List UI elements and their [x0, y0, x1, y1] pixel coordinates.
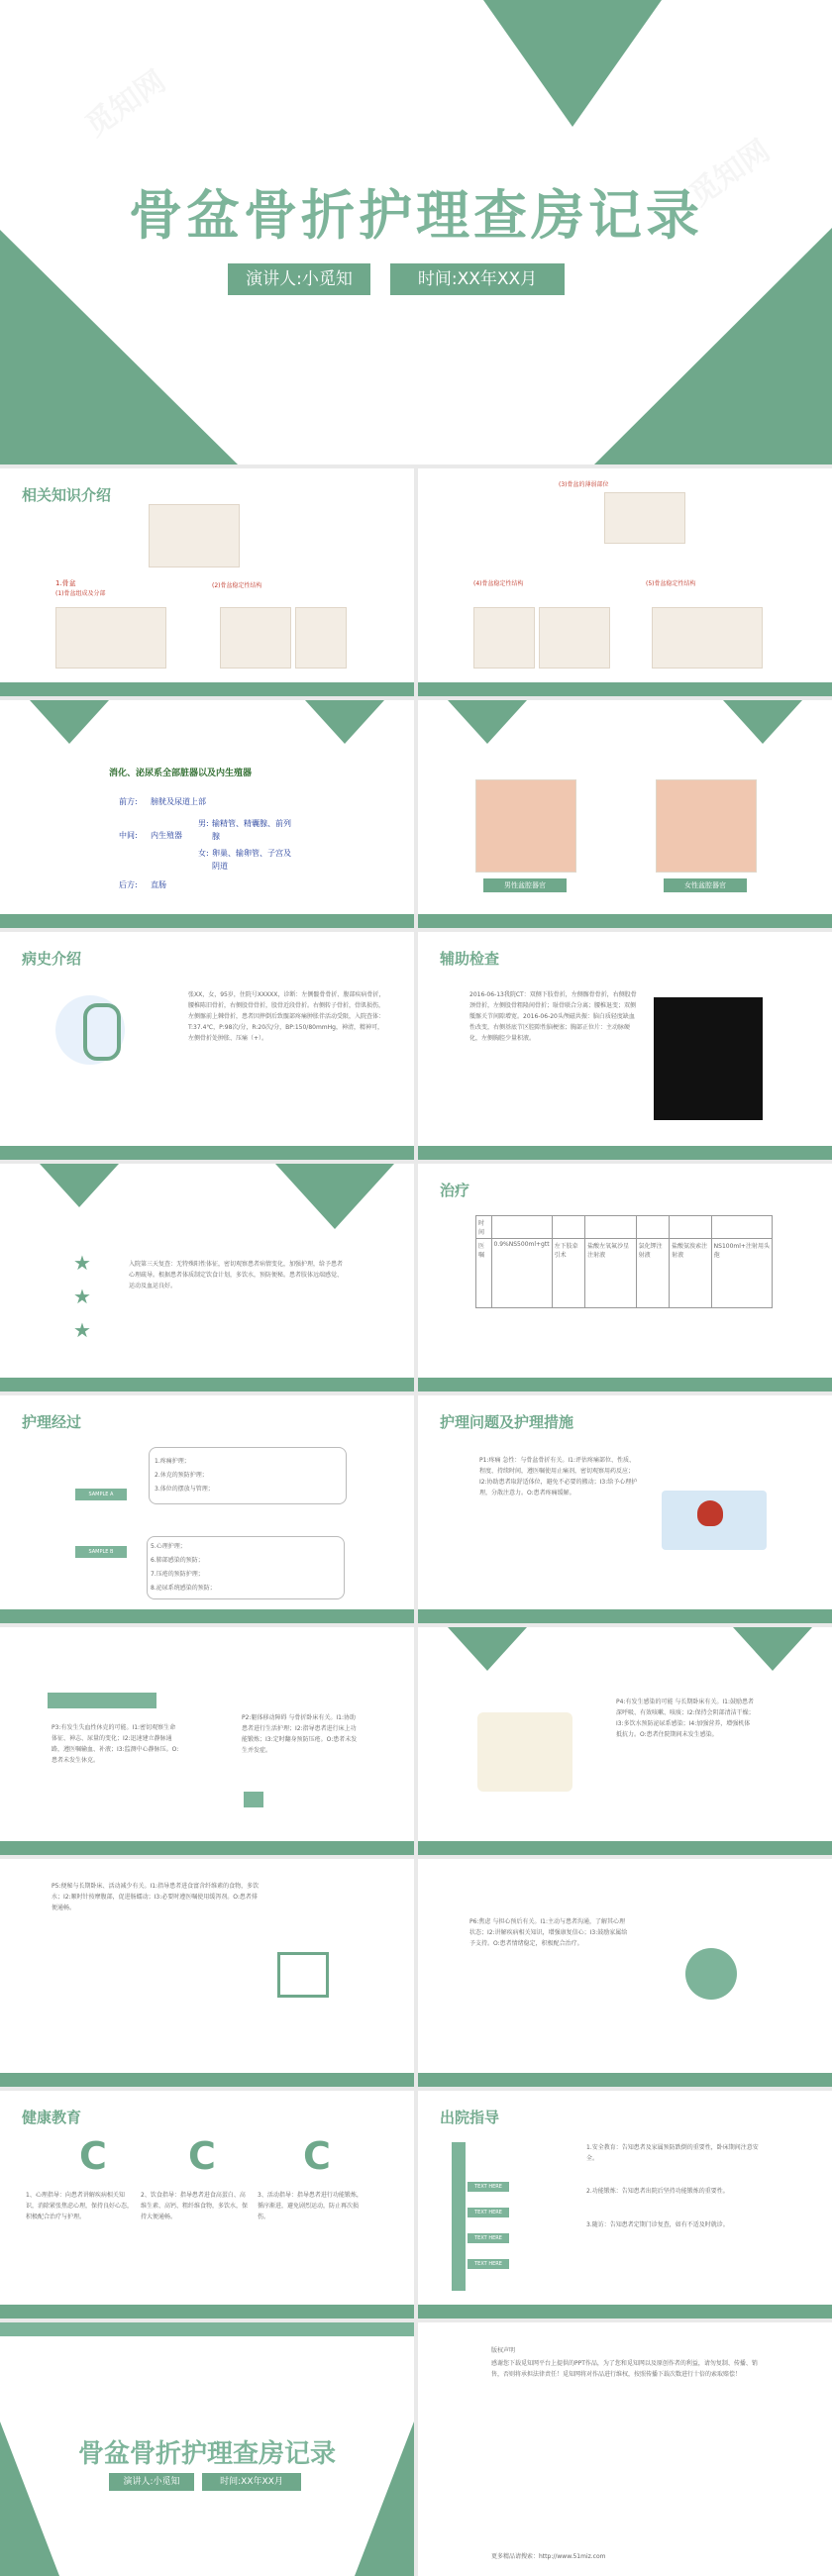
bottom-bar: [418, 1841, 832, 1855]
exam-text: 2016-06-13我院CT：双侧下肢骨折，左侧髂骨骨折，右侧股骨颈骨折，左侧股骨粗隆间骨折；耻骨联合分离；腰椎退变；双侧骶髂关节间隙增宽。2016-06-20头颅磁共振：脑白质轻度缺血性改变，右侧基底节区腔隙性脑梗塞；胸部正位片：主动脉硬化，左侧胸腔少量积液。: [469, 991, 637, 1042]
nursing-text: P2:躯体移动障碍 与骨折卧床有关。I1:协助患者进行生活护理；I2:指导患者进行床上功能锻炼；I3:定时翻身预防压疮。O:患者未发生并发症。: [242, 1714, 358, 1754]
bottom-bar: [418, 914, 832, 928]
time-pill: 时间:XX年XX月: [202, 2473, 301, 2491]
list-item: 7.压疮的预防护理；: [151, 1571, 204, 1578]
label: 膀胱及尿道上部: [151, 797, 206, 806]
history-slide: [0, 932, 414, 1160]
bottom-bar: [418, 1609, 832, 1623]
list-item: 2.休克的预防护理；: [155, 1472, 208, 1479]
table-cell: 时间: [476, 1216, 492, 1239]
table-cell: [491, 1216, 552, 1239]
label: 直肠: [151, 880, 166, 889]
right-triangle: [594, 228, 832, 464]
triangle: [40, 1164, 119, 1207]
history-text: 张XX，女，95岁，住院号XXXXX，诊断：左侧髋骨骨折、腹部疾病骨折，腰椎陈旧骨折，右侧股骨骨折，股骨近段骨折。右侧转子骨折，骨肌损伤，左侧髂前上棘骨折，患者因摔倒后致髋部疼痛肿胀伴活动受限，入院查体：T:37.4℃，P:98次/分，R:20次/分，BP:150/80mmHg，神清，精神可，左侧骨折处肿胀、压痛（+）。: [188, 991, 385, 1042]
section-heading: 出院指导: [440, 2109, 500, 2126]
nursing-slide-6: [418, 1859, 832, 2087]
label: (2)骨盆稳定性结构: [212, 582, 262, 589]
top-triangle: [483, 0, 662, 127]
nursing-slide-3: [0, 1627, 414, 1855]
female-organs-image: [656, 779, 757, 873]
label: (5)骨盆稳定性结构: [646, 580, 696, 587]
tag: TEXT HERE: [468, 2208, 509, 2217]
green-banner: [48, 1693, 156, 1708]
pelvis-image: [539, 607, 610, 669]
bottom-bar: [0, 2305, 414, 2318]
exercise-image: [477, 1712, 572, 1792]
table-cell: 医嘱: [476, 1239, 492, 1308]
education-col: 2、饮食指导：指导患者进食高蛋白、高维生素、高钙、粗纤维食物，多饮水，保持大便通畅。: [141, 2192, 249, 2220]
nursing-text: P6:焦虑 与担心预后有关。I1:主动与患者沟通，了解其心理状态；I2:讲解疾病相关知识，增强康复信心；I3:鼓励家属给予支持。O:患者情绪稳定，积极配合治疗。: [469, 1918, 628, 1947]
section-heading: 相关知识介绍: [22, 486, 112, 504]
bottom-bar: [0, 1841, 414, 1855]
label: 卵巢、输卵管、子宫及阴道: [212, 849, 291, 871]
discharge-item: 1.安全教育：告知患者及家属预防跌倒的重要性，卧床期间注意安全。: [586, 2144, 759, 2162]
triangle: [305, 700, 384, 744]
knowledge-slide: [0, 468, 414, 696]
list-item: 1.疼痛护理；: [155, 1458, 190, 1465]
table-cell: [670, 1216, 712, 1239]
male-organs-image: [475, 779, 576, 873]
triangle: [30, 700, 109, 744]
pelvis-image: [604, 492, 685, 544]
label: (1)骨盆组成及分部: [55, 590, 106, 597]
label: (4)骨盆稳定性结构: [473, 580, 524, 587]
treatment-slide: [418, 1164, 832, 1391]
label: 女:: [198, 849, 209, 858]
knowledge-slide-2: [418, 468, 832, 696]
copyright-heading: 版权声明: [491, 2347, 516, 2354]
nursing-slide-5: [0, 1859, 414, 2087]
section-heading: 护理经过: [22, 1413, 82, 1431]
chart-board-icon: [277, 1952, 329, 1998]
bottom-bar: [0, 1146, 414, 1160]
pelvis-image: [220, 607, 291, 669]
treatment-table: [475, 1215, 773, 1308]
bottom-bar: [0, 914, 414, 928]
c-icon: C: [188, 2134, 216, 2178]
pelvis-image: [652, 607, 763, 669]
pelvis-image: [55, 607, 166, 669]
star-icon: ★: [73, 1318, 91, 1342]
pelvis-image: [149, 504, 240, 567]
label: 中间:: [119, 831, 138, 840]
table-cell: [552, 1216, 585, 1239]
table-cell: [711, 1216, 772, 1239]
tag: TEXT HERE: [468, 2233, 509, 2243]
bottom-bar: [418, 1146, 832, 1160]
education-col: 3、活动指导：指导患者进行功能锻炼，循序渐进，避免剧烈运动，防止再次损伤。: [258, 2192, 363, 2220]
triangle: [723, 700, 802, 744]
section-heading: 病史介绍: [22, 950, 82, 968]
section-heading: 健康教育: [22, 2109, 82, 2126]
section-heading: 治疗: [440, 1182, 470, 1199]
label: 1.骨盆: [55, 579, 76, 587]
xray-image: [654, 997, 763, 1120]
table-cell: NS100ml+注射用头孢: [711, 1239, 772, 1308]
bottom-bar: [418, 2073, 832, 2087]
education-slide: [0, 2091, 414, 2318]
star-icon: ★: [73, 1285, 91, 1308]
label: 输精管、精囊腺、前列腺: [212, 819, 291, 841]
pelvis-image: [295, 607, 347, 669]
left-triangle: [0, 230, 238, 464]
time-pill: 时间:XX年XX月: [390, 263, 565, 295]
bottom-bar: [418, 682, 832, 696]
review-text: 入院第三天复查：无特殊阳性体征，密切观察患者病情变化，加强护理，给予患者心理疏导。根据患者体质制定饮食计划，多饮水，预防便秘。患者肢体远端感觉、运动及血运良好。: [129, 1261, 344, 1289]
top-bar: [0, 2322, 414, 2336]
nursing-slide-4: [418, 1627, 832, 1855]
female-label: 女性盆腔器官: [664, 878, 747, 892]
male-label: 男性盆腔器官: [483, 878, 567, 892]
nursing-text: P5:便秘与长期卧床、活动减少有关。I1:指导患者进食富含纤维素的食物，多饮水；I2:顺时针按摩腹部，促进肠蠕动；I3:必要时遵医嘱使用缓泻剂。O:患者排便通畅。: [52, 1883, 260, 1911]
list-item: 8.泌尿系统感染的预防；: [151, 1585, 216, 1592]
star-icon: ★: [73, 1251, 91, 1275]
triangle: [733, 1627, 812, 1671]
organs-title: 消化、泌尿系全部脏器以及内生殖器: [109, 769, 253, 778]
list-item: 6.肺部感染的预防；: [151, 1557, 204, 1564]
c-icon: C: [79, 2134, 107, 2178]
triangle: [448, 1627, 527, 1671]
exam-slide: [418, 932, 832, 1160]
pelvis-image: [473, 607, 535, 669]
table-cell: 盐酸氨溴索注射液: [670, 1239, 712, 1308]
pencil-icon: [452, 2142, 466, 2291]
label: 前方:: [119, 797, 138, 806]
nursing-text: P4:有发生感染的可能 与长期卧床有关。I1:鼓励患者深呼吸、有效咳嗽、咳痰；I2:保持会阴部清洁干燥；I3:多饮水预防泌尿系感染；I4:加强营养，增强机体抵抗力。O:患者住院期间未发生感染。: [616, 1699, 755, 1738]
bottom-bar: [0, 682, 414, 696]
nursing-problems-slide: [418, 1395, 832, 1623]
c-icon: C: [303, 2134, 331, 2178]
table-cell: 0.9%NS500ml+gtt: [491, 1239, 552, 1308]
organs-slide: [0, 700, 414, 928]
triangle: [448, 700, 527, 744]
education-col: 1、心理指导：向患者讲解疾病相关知识，消除紧张焦虑心理，保持良好心态，积极配合治疗与护理。: [26, 2192, 134, 2220]
tag: TEXT HERE: [468, 2182, 509, 2192]
stethoscope-tube: [83, 1003, 121, 1061]
cover-title: 骨盆骨折护理查房记录: [129, 184, 703, 247]
section-heading: 护理问题及护理措施: [440, 1413, 574, 1431]
list-item: 5.心理护理；: [151, 1543, 186, 1550]
table-cell: [585, 1216, 637, 1239]
bottom-bar: [418, 1378, 832, 1391]
table-cell: 盐酸左氧氟沙星注射液: [585, 1239, 637, 1308]
list-item: 3.体位的摆放与管理；: [155, 1486, 214, 1493]
globe-icon: [685, 1948, 737, 2000]
closing-slide: [0, 2322, 414, 2576]
discharge-item: 2.功能锻炼：告知患者出院后坚持功能锻炼的重要性。: [586, 2188, 729, 2195]
label: 后方:: [119, 880, 138, 889]
table-row: [476, 1239, 773, 1308]
triangle: [275, 1164, 394, 1229]
bottom-bar: [418, 2305, 832, 2318]
problem-text: P1:疼痛 急性：与骨盆骨折有关。I1:评估疼痛部位、性质、程度、持续时间，遵医嘱使用止痛剂，密切观察用药反应；I2:协助患者取舒适体位，避免不必要的搬动；I3:给予心理护理，分散注意力。O:患者疼痛缓解。: [479, 1457, 638, 1496]
nursing-text: P3:有发生失血性休克的可能。I1:密切观察生命体征、神志、尿量的变化；I2:迅速建立静脉通路，遵医嘱输血、补液；I3:监测中心静脉压。O:患者未发生休克。: [52, 1724, 179, 1764]
process-slide: [0, 1395, 414, 1623]
copyright-slide: [418, 2322, 832, 2576]
section-heading: 辅助检查: [440, 950, 500, 968]
watermark: [75, 57, 173, 145]
sample-b-tag: SAMPLE B: [75, 1546, 127, 1558]
table-cell: 氯化钾注射液: [636, 1239, 670, 1308]
sample-a-tag: SAMPLE A: [75, 1489, 127, 1500]
label: (3)骨盆的薄弱部位: [559, 481, 609, 488]
bottom-bar: [0, 2073, 414, 2087]
speaker-pill: 演讲人:小觅知: [109, 2473, 194, 2491]
cover-slide: [0, 0, 832, 464]
review-slide: [0, 1164, 414, 1391]
copyright-footer: 更多精品请搜索：http://www.51miz.com: [491, 2553, 606, 2560]
bottom-bar: [0, 1378, 414, 1391]
label: 男:: [198, 819, 209, 828]
heart-icon: [697, 1500, 723, 1526]
table-row: [476, 1216, 773, 1239]
copyright-text: 感谢您下载觅知网平台上提供的PPT作品，为了您和觅知网以及原创作者的利益，请勿复制、传播、销售，否则将承担法律责任！觅知网将对作品进行维权，按照传播下载次数进行十倍的索取赔偿！: [491, 2360, 758, 2378]
table-cell: 左下肢牵引术: [552, 1239, 585, 1308]
label: 内生殖器: [151, 831, 182, 840]
bottom-bar: [0, 1609, 414, 1623]
discharge-slide: [418, 2091, 832, 2318]
organs-image-slide: [418, 700, 832, 928]
table-cell: [636, 1216, 670, 1239]
green-tag: [244, 1792, 263, 1807]
speaker-pill: 演讲人:小觅知: [228, 263, 370, 295]
closing-title: 骨盆骨折护理查房记录: [77, 2439, 336, 2469]
tag: TEXT HERE: [468, 2259, 509, 2269]
discharge-item: 3.随访：告知患者定期门诊复查，如有不适及时就诊。: [586, 2221, 729, 2228]
